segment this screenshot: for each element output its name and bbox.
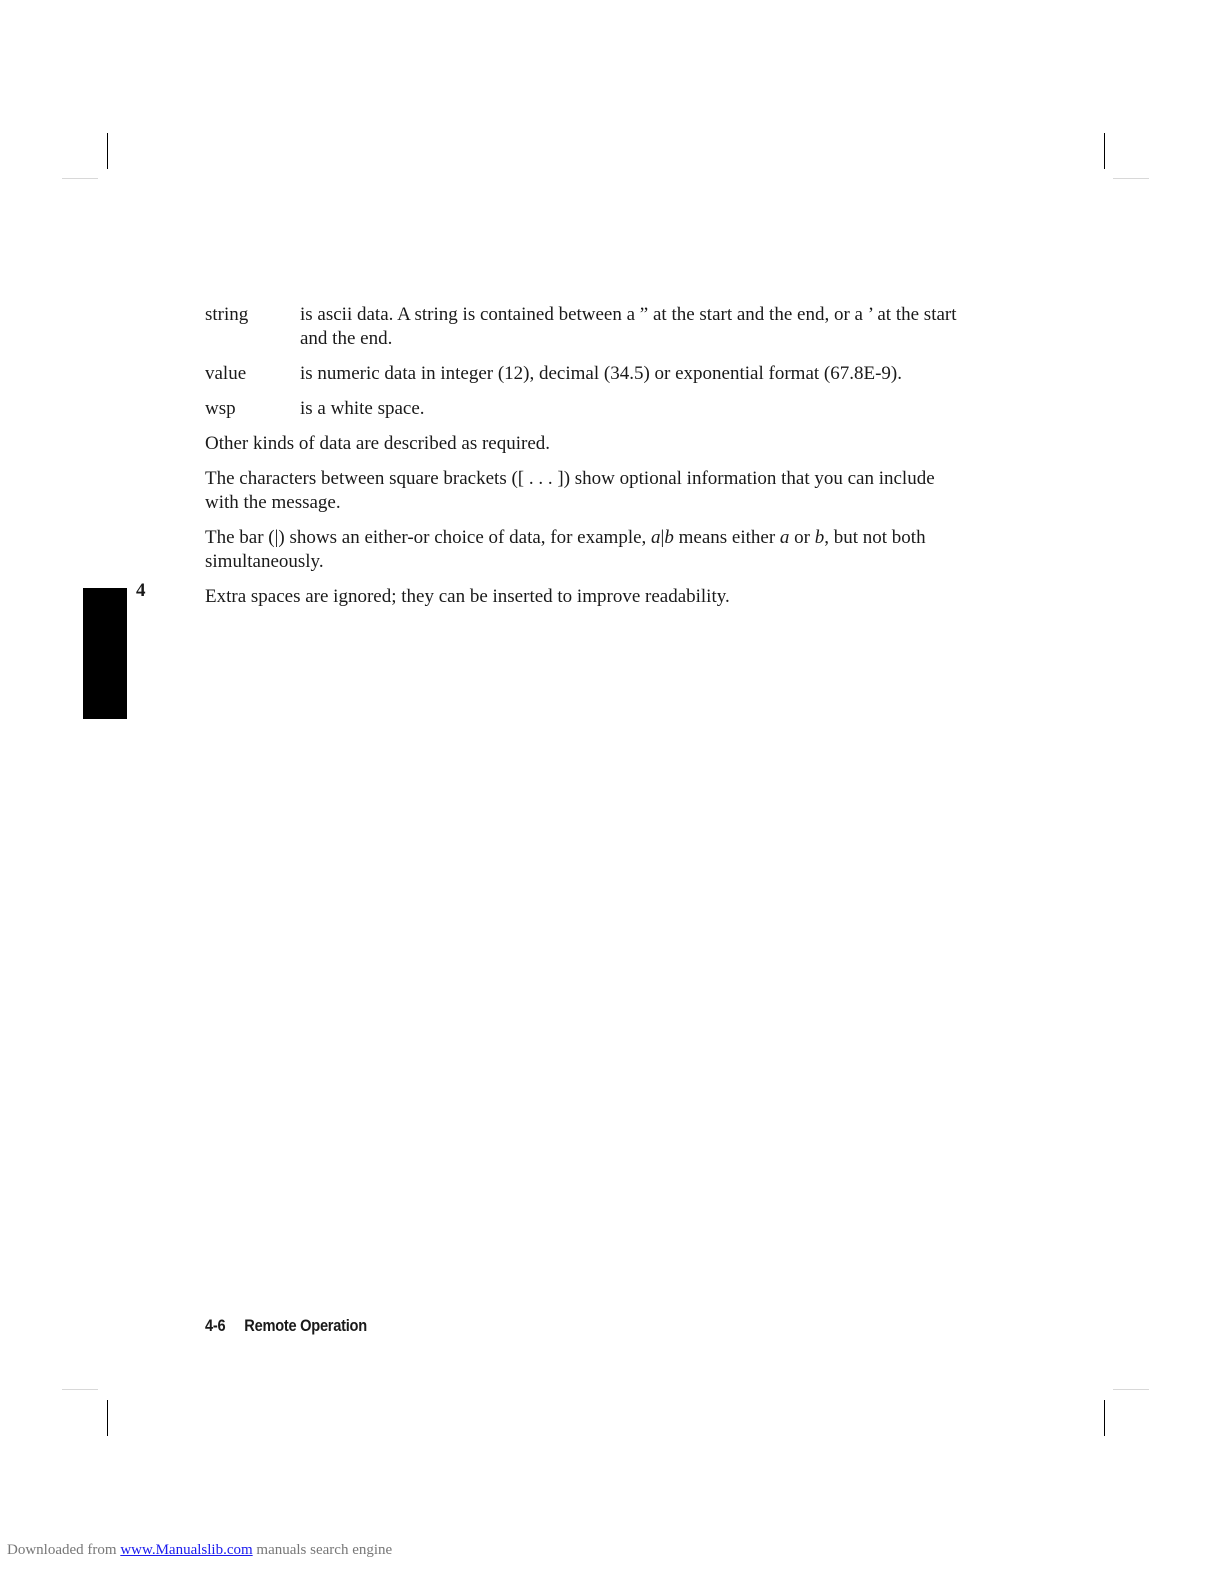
download-suffix: manuals search engine: [256, 1542, 393, 1558]
definition-row: [205, 303, 965, 351]
bar-var-b: b: [814, 527, 825, 548]
definition-term: value: [205, 363, 247, 384]
page-body: [205, 303, 965, 620]
bar-separator: |: [660, 527, 665, 548]
crop-mark: [1104, 133, 1105, 169]
bar-text: or: [794, 527, 810, 548]
section-title: Remote Operation: [244, 1316, 367, 1335]
paragraph-bar: [205, 526, 965, 574]
chapter-tab: [83, 588, 127, 719]
crop-mark: [1104, 1400, 1105, 1436]
definition-desc: is numeric data in integer (12), decimal (34.5) or exponential format (67.8E-9).: [300, 363, 902, 384]
bar-var-a: a: [779, 527, 790, 548]
page-number: 4-6: [205, 1316, 226, 1335]
definition-term: wsp: [205, 398, 236, 419]
definition-row: [205, 397, 965, 421]
bar-text: The bar (|) shows an either-or choice of data, for example,: [205, 527, 647, 548]
page-footer: [205, 1316, 367, 1336]
definition-term: string: [205, 304, 249, 325]
definition-row: [205, 362, 965, 386]
crop-mark: [62, 1389, 98, 1390]
download-notice: [7, 1542, 392, 1559]
bar-var-b: b: [664, 527, 674, 548]
crop-mark: [1113, 1389, 1149, 1390]
bar-text: means either: [678, 527, 776, 548]
manualslib-link[interactable]: www.Manualslib.com: [120, 1542, 253, 1558]
definition-desc: is ascii data. A string is contained between a ” at the start and the end, or a ’ at the start and the end.: [300, 304, 957, 349]
chapter-number: 4: [136, 580, 146, 601]
paragraph-brackets: The characters between square brackets ([ . . . ]) show optional information that you can include with the message.: [205, 468, 935, 513]
crop-mark: [1113, 178, 1149, 179]
bar-text: , but not both simultaneously.: [205, 527, 926, 572]
paragraph-other-data: Other kinds of data are described as required.: [205, 433, 551, 454]
definition-desc: is a white space.: [300, 398, 425, 419]
bar-var-a: a: [651, 527, 661, 548]
crop-mark: [62, 178, 98, 179]
paragraph-spaces: Extra spaces are ignored; they can be inserted to improve readability.: [205, 586, 730, 607]
crop-mark: [107, 1400, 108, 1436]
crop-mark: [107, 133, 108, 169]
download-prefix: Downloaded from: [7, 1542, 117, 1558]
